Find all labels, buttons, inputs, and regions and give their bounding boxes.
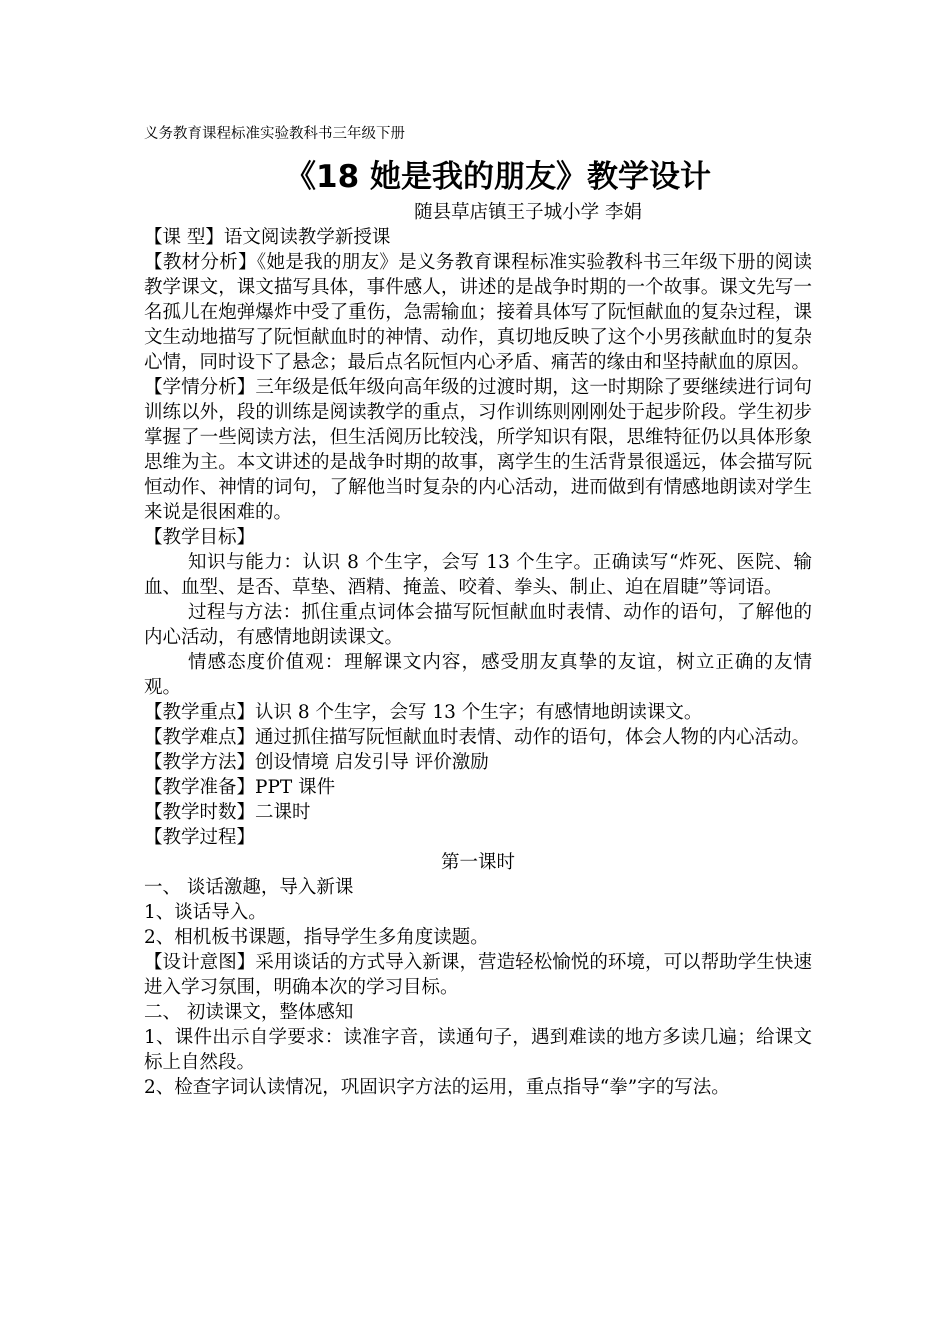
section-preparation: 【教学准备】PPT 课件	[144, 777, 336, 798]
step-one-heading: 一、 谈话激趣，导入新课	[144, 877, 354, 898]
lesson-one-heading: 第一课时	[440, 852, 515, 873]
section-methods: 【教学方法】创设情境 启发引导 评价激励	[144, 752, 489, 773]
document-page	[144, 122, 812, 1100]
goal-knowledge: 知识与能力：认识 8 个生字，会写 13 个生字。正确读写“炸死、医院、输血、血型、是否、草垫、酒精、掩盖、咬着、拳头、制止、迫在眉睫”等词语。	[144, 552, 812, 598]
document-author: 随县草店镇王子城小学 李娟	[414, 202, 642, 223]
section-lesson-type: 【课 型】语文阅读教学新授课	[144, 227, 391, 248]
section-hours: 【教学时数】二课时	[144, 802, 311, 823]
step-two-item-2: 2、检查字词认读情况，巩固识字方法的运用，重点指导“拳”字的写法。	[144, 1077, 730, 1098]
section-key-points: 【教学重点】认识 8 个生字，会写 13 个生字；有感情地朗读课文。	[144, 702, 703, 723]
step-two-heading: 二、 初读课文，整体感知	[144, 1002, 354, 1023]
design-intent: 【设计意图】采用谈话的方式导入新课，营造轻松愉悦的环境，可以帮助学生快速进入学习氛围，明确本次的学习目标。	[144, 952, 812, 998]
document-header: 义务教育课程标准实验教科书三年级下册	[144, 126, 405, 142]
section-process-heading: 【教学过程】	[144, 827, 256, 848]
section-difficulties: 【教学难点】通过抓住描写阮恒献血时表情、动作的语句，体会人物的内心活动。	[144, 727, 811, 748]
goal-process: 过程与方法：抓住重点词体会描写阮恒献血时表情、动作的语句，了解他的内心活动，有感情地朗读课文。	[144, 602, 812, 648]
step-one-item-1: 1、谈话导入。	[144, 902, 267, 923]
section-goals-heading: 【教学目标】	[144, 527, 256, 548]
step-two-item-1: 1、课件出示自学要求：读准字音，读通句子，遇到难读的地方多读几遍；给课文标上自然段。	[144, 1027, 812, 1073]
goal-emotion: 情感态度价值观：理解课文内容，感受朋友真挚的友谊，树立正确的友情观。	[144, 652, 812, 698]
section-textbook-analysis: 【教材分析】《她是我的朋友》是义务教育课程标准实验教科书三年级下册的阅读教学课文，课文描写具体，事件感人，讲述的是战争时期的一个故事。课文先写一名孤儿在炮弹爆炸中受了重伤，急需输血；接着具体写了阮恒献血的复杂过程，课文生动地描写了阮恒献血时的神情、动作，真切地反映了这个小男孩献血时的复杂心情，同时设下了悬念；最后点名阮恒内心矛盾、痛苦的缘由和坚持献血的原因。	[144, 252, 812, 373]
document-title: 《18 她是我的朋友》教学设计	[285, 159, 711, 195]
section-student-analysis: 【学情分析】三年级是低年级向高年级的过渡时期，这一时期除了要继续进行词句训练以外，段的训练是阅读教学的重点，习作训练则刚刚处于起步阶段。学生初步掌握了一些阅读方法，但生活阅历比较浅，所学知识有限，思维特征仍以具体形象思维为主。本文讲述的是战争时期的故事，离学生的生活背景很遥远，体会描写阮恒动作、神情的词句，了解他当时复杂的内心活动，进而做到有情感地朗读对学生来说是很困难的。	[144, 377, 812, 523]
step-one-item-2: 2、相机板书课题，指导学生多角度读题。	[144, 927, 489, 948]
